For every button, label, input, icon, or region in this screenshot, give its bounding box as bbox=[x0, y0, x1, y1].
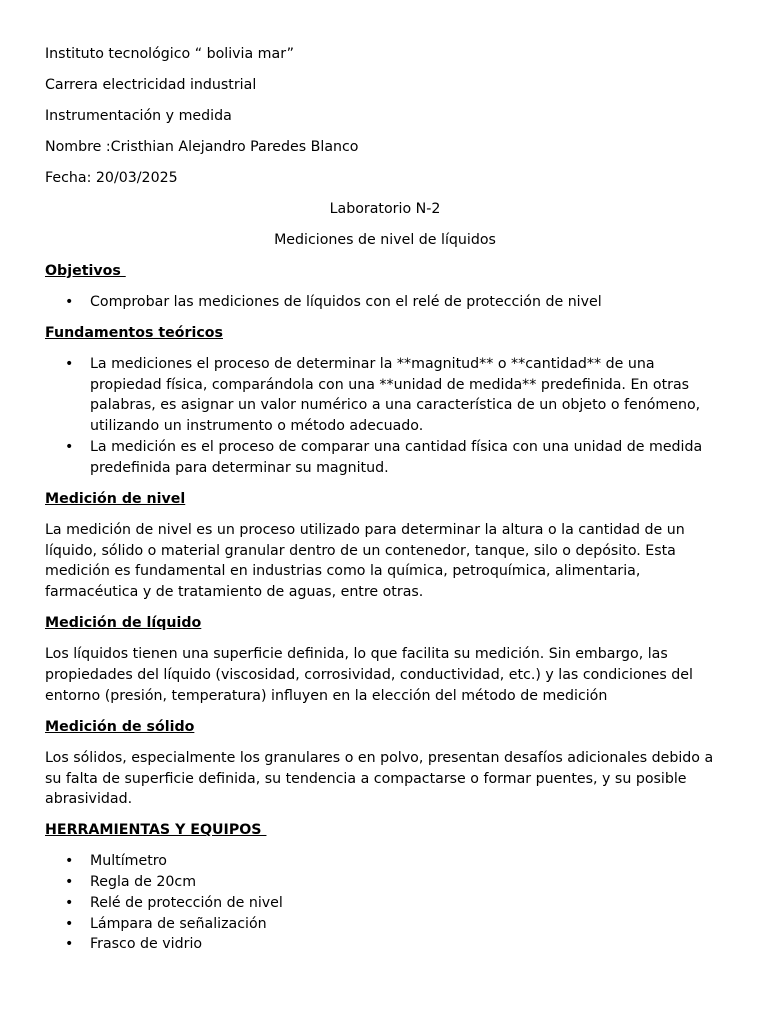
document-page bbox=[45, 44, 725, 965]
bullet-icon: • bbox=[65, 439, 74, 456]
bullet-icon: • bbox=[65, 915, 74, 932]
list-item bbox=[45, 872, 725, 893]
lab-title: Laboratorio N-2 bbox=[329, 200, 441, 217]
bullet-icon: • bbox=[65, 355, 74, 372]
list-item-text: La mediciones el proceso de determinar la **magnitud** o **cantidad** de una propiedad física, comparándola con una **unidad de medida** predefinida. En otras palabras, es asignar un valor numérico a una característica de un objeto o fenómeno, utilizando un instrumento o método adecuado. bbox=[90, 355, 701, 435]
course-line: Instrumentación y medida bbox=[45, 107, 232, 124]
list-item-text: Frasco de vidrio bbox=[90, 936, 203, 953]
list-item-text: Lámpara de señalización bbox=[90, 915, 267, 932]
liquid-paragraph: Los líquidos tienen una superficie definida, lo que facilita su medición. Sin embargo, las propiedades del líquido (viscosidad, corrosividad, conductividad, etc.) y las condiciones del entorno (presión, temperatura) influyen en la elección del método de medición bbox=[45, 646, 693, 704]
bullet-icon: • bbox=[65, 894, 74, 911]
list-item-text: Regla de 20cm bbox=[90, 874, 197, 891]
list-item bbox=[45, 354, 725, 437]
list-item bbox=[45, 437, 725, 479]
fundamentals-heading: Fundamentos teóricos bbox=[45, 324, 223, 341]
tools-list bbox=[45, 851, 725, 955]
tools-heading: HERRAMIENTAS Y EQUIPOS bbox=[45, 822, 267, 839]
list-item-text: La medición es el proceso de comparar una cantidad física con una unidad de medida predefinida para determinar su magnitud. bbox=[90, 439, 703, 476]
career-line: Carrera electricidad industrial bbox=[45, 76, 257, 93]
list-item-text: Comprobar las mediciones de líquidos con el relé de protección de nivel bbox=[90, 293, 602, 310]
student-name-line: Nombre :Cristhian Alejandro Paredes Blanco bbox=[45, 138, 359, 155]
fundamentals-list bbox=[45, 354, 725, 479]
institute-line: Instituto tecnológico “ bolivia mar” bbox=[45, 46, 294, 62]
lab-subject: Mediciones de nivel de líquidos bbox=[274, 231, 496, 248]
list-item-text: Relé de protección de nivel bbox=[90, 894, 283, 911]
bullet-icon: • bbox=[65, 936, 74, 953]
objectives-heading: Objetivos bbox=[45, 262, 126, 279]
solid-paragraph: Los sólidos, especialmente los granulares o en polvo, presentan desafíos adicionales debido a su falta de superficie definida, su tendencia a compactarse o formar puentes, y su posible abrasividad. bbox=[45, 749, 714, 808]
list-item bbox=[45, 292, 725, 313]
level-heading: Medición de nivel bbox=[45, 490, 186, 507]
bullet-icon: • bbox=[65, 874, 74, 891]
bullet-icon: • bbox=[65, 853, 74, 870]
list-item-text: Multímetro bbox=[90, 853, 167, 870]
objectives-list bbox=[45, 292, 725, 313]
list-item bbox=[45, 851, 725, 872]
date-line: Fecha: 20/03/2025 bbox=[45, 169, 178, 186]
bullet-icon: • bbox=[65, 293, 74, 310]
list-item bbox=[45, 893, 725, 914]
liquid-heading: Medición de líquido bbox=[45, 615, 202, 632]
solid-heading: Medición de sólido bbox=[45, 718, 195, 735]
level-paragraph: La medición de nivel es un proceso utilizado para determinar la altura o la cantidad de un líquido, sólido o material granular dentro de un contenedor, tanque, silo o depósito. Esta medición es fundamental en industrias como la química, petroquímica, alimentaria, farmacéutica y de tratamiento de aguas, entre otras. bbox=[45, 521, 685, 601]
list-item bbox=[45, 914, 725, 935]
list-item bbox=[45, 934, 725, 955]
